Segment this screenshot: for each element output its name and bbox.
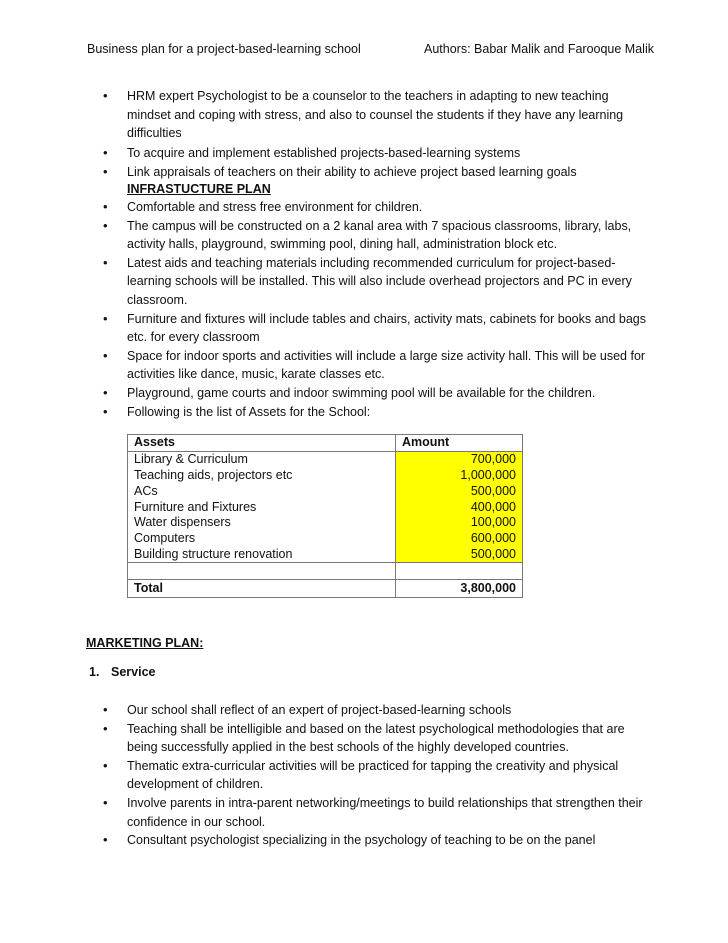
list-item: • Comfortable and stress free environment for children. <box>0 198 728 217</box>
infrastructure-bullet-list <box>0 198 728 421</box>
asset-amount: 400,000 <box>396 499 523 515</box>
asset-amount: 100,000 <box>396 515 523 531</box>
list-item: • Following is the list of Assets for the School: <box>0 403 728 422</box>
asset-amount: 1,000,000 <box>396 468 523 484</box>
list-item: • The campus will be constructed on a 2 kanal area with 7 spacious classrooms, library, labs, activity halls, playground, swimming pool, dining hall, administration block etc. <box>0 217 728 254</box>
assets-table <box>127 434 523 598</box>
table-row <box>128 468 523 484</box>
service-bullet-list <box>0 701 728 850</box>
asset-name: Computers <box>128 531 396 547</box>
list-item: • HRM expert Psychologist to be a counselor to the teachers in adapting to new teaching mindset and coping with stress, and also to counsel the students if they have any learning difficulties <box>0 87 728 143</box>
asset-amount: 500,000 <box>396 547 523 563</box>
column-header-assets: Assets <box>128 435 396 452</box>
asset-amount: 600,000 <box>396 531 523 547</box>
service-number: 1. <box>89 665 100 679</box>
list-item: • Space for indoor sports and activities will include a large size activity hall. This will be used for activities like dance, music, karate classes etc. <box>0 347 728 384</box>
total-row <box>128 580 523 598</box>
asset-name: ACs <box>128 483 396 499</box>
list-item: • Thematic extra-curricular activities will be practiced for tapping the creativity and physical development of children. <box>0 757 728 794</box>
asset-name: Building structure renovation <box>128 547 396 563</box>
total-label: Total <box>128 580 396 598</box>
header-authors: Authors: Babar Malik and Farooque Malik <box>424 42 654 56</box>
table-row <box>128 531 523 547</box>
empty-row <box>128 563 523 580</box>
list-item: • Teaching shall be intelligible and based on the latest psychological methodologies that are being successfully applied in the best schools of the highly developed countries. <box>0 720 728 757</box>
asset-name: Furniture and Fixtures <box>128 499 396 515</box>
hrm-bullet-list <box>0 87 728 182</box>
infrastructure-heading: INFRASTUCTURE PLAN <box>127 182 271 196</box>
table-row <box>128 483 523 499</box>
asset-name: Library & Curriculum <box>128 451 396 467</box>
service-title: Service <box>111 665 156 679</box>
column-header-amount: Amount <box>396 435 523 452</box>
list-item: • Consultant psychologist specializing in the psychology of teaching to be on the panel <box>0 831 728 850</box>
list-item: • Latest aids and teaching materials including recommended curriculum for project-based-learning schools will be installed. This will also include overhead projectors and PC in every classroom. <box>0 254 728 310</box>
asset-name: Water dispensers <box>128 515 396 531</box>
table-header-row <box>128 435 523 452</box>
asset-name: Teaching aids, projectors etc <box>128 468 396 484</box>
table-row <box>128 499 523 515</box>
table-row <box>128 515 523 531</box>
list-item: • Involve parents in intra-parent networking/meetings to build relationships that strengthen their confidence in our school. <box>0 794 728 831</box>
list-item: • Furniture and fixtures will include tables and chairs, activity mats, cabinets for books and bags etc. for every classroom <box>0 310 728 347</box>
asset-amount: 700,000 <box>396 451 523 467</box>
marketing-heading: MARKETING PLAN: <box>86 636 204 650</box>
empty-cell <box>128 563 396 580</box>
table-row <box>128 547 523 563</box>
header-title: Business plan for a project-based-learning school <box>87 42 361 56</box>
list-item: • Playground, game courts and indoor swimming pool will be available for the children. <box>0 384 728 403</box>
table-row <box>128 451 523 467</box>
empty-cell <box>396 563 523 580</box>
list-item: • Our school shall reflect of an expert of project-based-learning schools <box>0 701 728 720</box>
list-item: • Link appraisals of teachers on their ability to achieve project based learning goals <box>0 163 728 182</box>
list-item: • To acquire and implement established projects-based-learning systems <box>0 144 728 163</box>
total-amount: 3,800,000 <box>396 580 523 598</box>
asset-amount: 500,000 <box>396 483 523 499</box>
